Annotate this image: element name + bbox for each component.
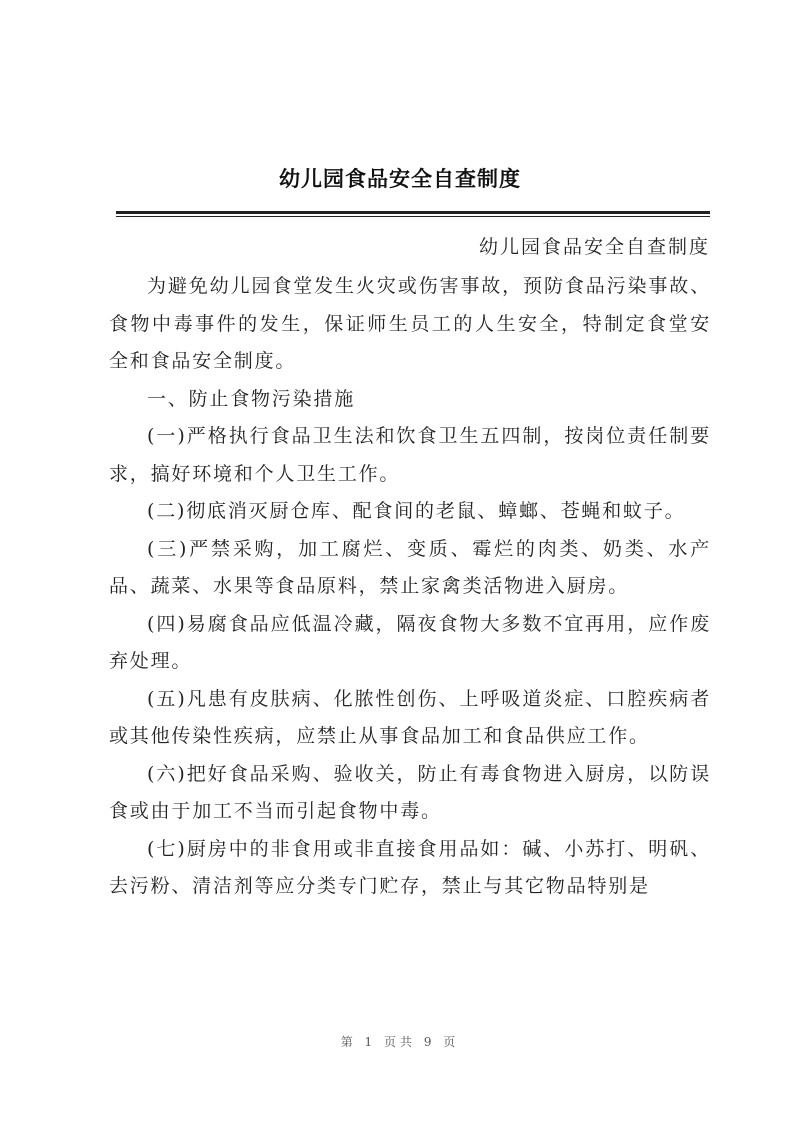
paragraph-intro: 为避免幼儿园食堂发生火灾或伤害事故，预防食品污染事故、食物中毒事件的发生，保证师生员工的人生安全，特制定食堂安全和食品安全制度。 xyxy=(109,275,711,372)
paragraph-item-2: (二)彻底消灭厨仓库、配食间的老鼠、蟑螂、苍蝇和蚊子。 xyxy=(147,500,686,522)
section-heading: 一、防止食物污染措施 xyxy=(147,387,356,410)
paragraph-item-5: (五)凡患有皮肤病、化脓性创伤、上呼吸道炎症、口腔疾病者或其他传染性疾病，应禁止从事食品加工和食品供应工作。 xyxy=(109,687,711,747)
paragraph-item-6: (六)把好食品采购、验收关，防止有毒食物进入厨房，以防误食或由于加工不当而引起食物中毒。 xyxy=(109,762,711,822)
paragraph-item-7: (七)厨房中的非食用或非直接食用品如：碱、小苏打、明矾、去污粉、清洁剂等应分类专门贮存，禁止与其它物品特别是 xyxy=(109,837,711,897)
paragraph-item-4: (四)易腐食品应低温冷藏，隔夜食物大多数不宜再用，应作废弃处理。 xyxy=(109,612,711,672)
document-subtitle: 幼儿园食品安全自查制度 xyxy=(478,236,710,258)
title-divider-thin xyxy=(116,216,710,217)
paragraph-item-1: (一)严格执行食品卫生法和饮食卫生五四制，按岗位责任制要求，搞好环境和个人卫生工作。 xyxy=(109,425,711,485)
title-divider-thick xyxy=(116,211,710,214)
page-footer: 第 1 页共 9 页 xyxy=(340,1035,460,1049)
document-body xyxy=(109,268,711,906)
paragraph-item-3: (三)严禁采购，加工腐烂、变质、霉烂的肉类、奶类、水产品、蔬菜、水果等食品原料，禁止家禽类活物进入厨房。 xyxy=(109,537,711,597)
document-title: 幼儿园食品安全自查制度 xyxy=(279,167,521,191)
